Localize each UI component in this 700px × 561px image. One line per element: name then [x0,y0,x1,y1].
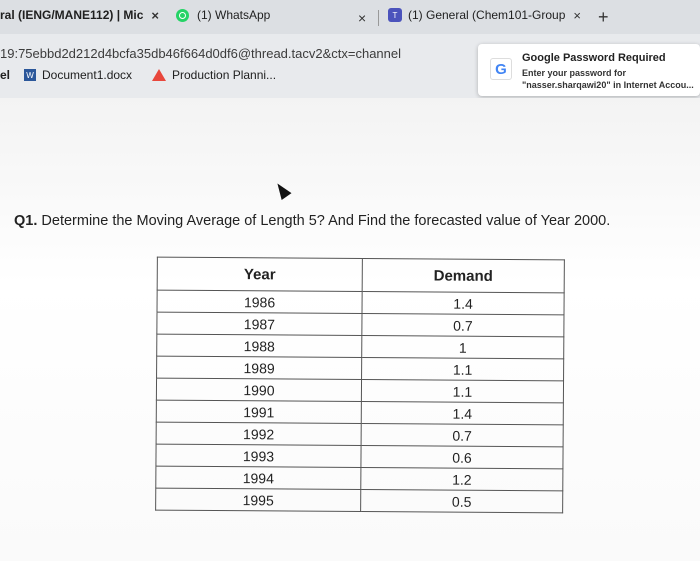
year-cell: 1994 [156,466,361,489]
table-row [157,334,564,359]
teams-icon: T [388,8,402,22]
question-body: Determine the Moving Average of Length 5? And Find the forecasted value of Year 2000. [37,213,611,229]
column-header-demand: Demand [362,259,564,293]
bookmark-label: el [0,68,11,82]
tab-divider [378,10,379,26]
new-tab-button[interactable]: + [598,7,609,27]
close-icon[interactable]: × [151,7,159,23]
tab-general-chem101[interactable] [388,4,581,26]
question-number: Q1. [14,213,38,229]
demand-cell: 0.6 [361,446,563,469]
table-header-row [157,257,564,293]
demand-cell: 0.7 [361,424,563,447]
whatsapp-icon [176,9,189,22]
year-cell: 1988 [157,334,362,357]
popup-body: Enter your password for "nasser.sharqawi20" in Internet Accou... [522,68,694,90]
demand-cell: 1.4 [361,402,563,425]
column-header-year: Year [157,257,362,291]
address-bar[interactable]: 19:75ebbd2d212d4bcfa35db46f664d0df6@thread.tacv2&ctx=channel [0,46,402,61]
tab-label: (1) General (Chem101-Group [408,8,566,22]
table-row [157,312,564,337]
google-password-popup[interactable] [478,44,700,96]
demand-cell: 1.4 [362,292,564,315]
year-cell: 1991 [156,400,361,423]
tab-label: (1) WhatsApp [197,8,271,22]
tab-whatsapp[interactable] [176,4,270,26]
demand-cell: 0.5 [361,490,563,513]
table-row [156,422,563,447]
year-cell: 1987 [157,312,362,335]
demand-cell: 1 [362,336,564,359]
tab-label: ral (IENG/MANE112) | Mic [0,8,144,22]
close-icon[interactable]: × [573,7,581,23]
bookmark-production-planning[interactable] [152,68,276,82]
table-row [156,400,563,425]
browser-tab-bar [0,0,700,34]
demand-cell: 0.7 [362,314,564,337]
table-row [156,444,563,469]
question-text [14,213,700,229]
table-row [156,378,563,403]
popup-title: Google Password Required [522,52,666,64]
demand-cell: 1.1 [361,380,563,403]
google-icon: G [490,58,512,80]
year-cell: 1992 [156,422,361,445]
word-icon: W [24,69,36,81]
year-cell: 1990 [156,378,361,401]
bookmark-document1[interactable] [24,68,132,82]
production-icon [152,69,166,81]
bookmark-label: Production Planni... [172,68,277,82]
tab-ieng-mane112[interactable] [0,4,159,26]
year-cell: 1993 [156,444,361,467]
bookmark-label: Document1.docx [42,68,133,82]
table-row [157,356,564,381]
demand-cell: 1.1 [362,358,564,381]
demand-cell: 1.2 [361,468,563,491]
year-cell: 1986 [157,290,362,313]
table-row [157,290,564,315]
close-icon[interactable]: × [358,10,367,26]
demand-table [155,257,565,514]
year-cell: 1989 [157,356,362,379]
year-cell: 1995 [156,488,361,511]
table-row [156,466,563,491]
bookmark-item[interactable] [0,68,10,82]
table-row [156,488,563,513]
